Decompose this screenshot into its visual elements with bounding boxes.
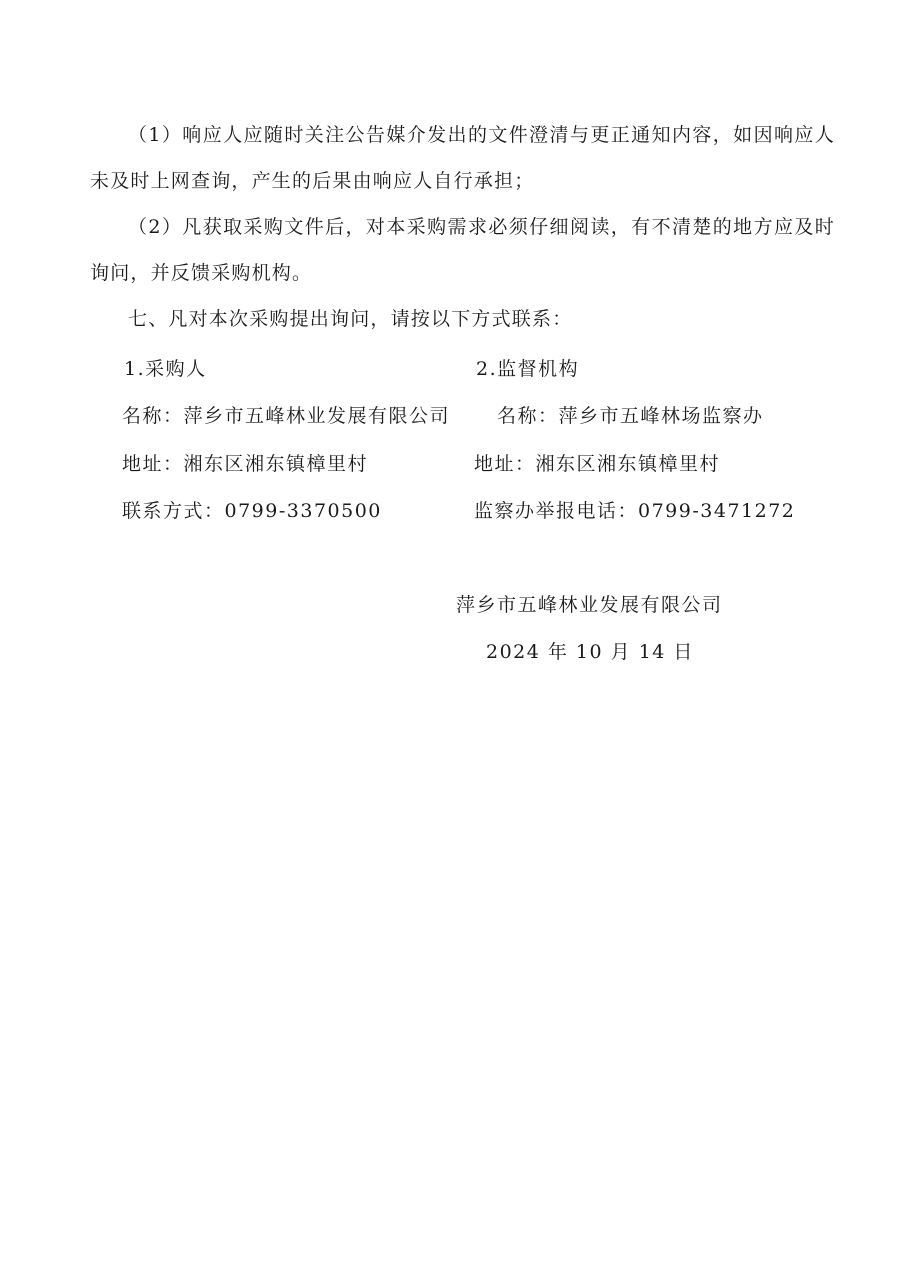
signature-date: 2024 年 10 月 14 日 <box>486 641 694 663</box>
notice-item-1: （1）响应人应随时关注公告媒介发出的文件澄清与更正通知内容，如因响应人未及时上网查询，产生的后果由响应人自行承担； <box>90 124 835 192</box>
signature-company: 萍乡市五峰林业发展有限公司 <box>456 594 723 616</box>
notice-item-2: （2）凡获取采购文件后，对本采购需求必须仔细阅读，有不清楚的地方应及时询问，并反馈采购机构。 <box>90 216 835 284</box>
purchaser-heading: 1.采购人 <box>124 358 207 380</box>
purchaser-name: 名称：萍乡市五峰林业发展有限公司 <box>122 405 451 427</box>
supervisor-heading: 2.监督机构 <box>476 358 580 380</box>
section-7-heading: 七、凡对本次采购提出询问，请按以下方式联系： <box>128 308 573 330</box>
purchaser-address: 地址：湘东区湘东镇樟里村 <box>122 453 369 475</box>
supervisor-address: 地址：湘东区湘东镇樟里村 <box>474 453 721 475</box>
supervisor-contact: 监察办举报电话：0799-3471272 <box>474 500 796 522</box>
purchaser-contact: 联系方式：0799-3370500 <box>122 500 382 522</box>
supervisor-name: 名称：萍乡市五峰林场监察办 <box>497 405 764 427</box>
